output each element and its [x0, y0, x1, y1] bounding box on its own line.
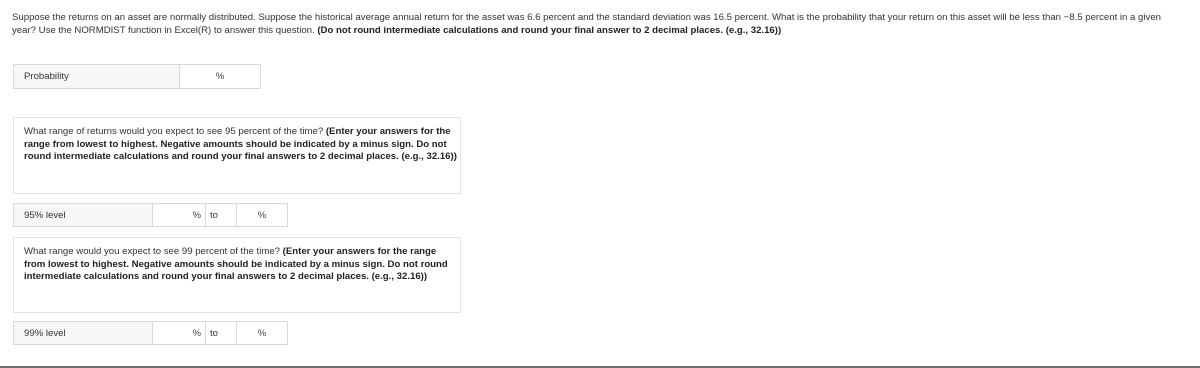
percent-unit: % [257, 209, 267, 221]
percent-unit: % [192, 209, 201, 221]
level-99-label: 99% level [14, 322, 153, 345]
q99-text: What range would you expect to see 99 percent of the time? [24, 246, 280, 257]
q95-text: What range of returns would you expect to see 95 percent of the time? [24, 126, 324, 137]
level-99-to-label: to [206, 322, 237, 345]
probability-label: Probability [14, 65, 180, 89]
probability-answer-row [13, 64, 261, 89]
level-99-high-input[interactable] [237, 322, 288, 345]
level-95-low-input[interactable] [153, 204, 206, 227]
question-95-percent [13, 117, 461, 194]
q99-instructions: (Enter your answers for the range from lowest to highest. Negative amounts should be indicated by a minus sign. Do not round intermediate calculations and round your final answers to 2 decimal places. (e.g., 32.16)) [24, 246, 448, 282]
q95-instructions: (Enter your answers for the range from lowest to highest. Negative amounts should be indicated by a minus sign. Do not round intermediate calculations and round your final answers to 2 decimal places. (e.g., 32.16)) [24, 126, 457, 162]
question-intro [12, 11, 1172, 37]
percent-unit: % [257, 327, 267, 339]
level-95-to-label: to [206, 204, 237, 227]
level-99-low-input[interactable] [153, 322, 206, 345]
question-99-percent [13, 237, 461, 313]
level-99-answer-row [13, 321, 288, 345]
probability-input[interactable] [180, 65, 261, 89]
intro-instructions: (Do not round intermediate calculations and round your final answer to 2 decimal places. (e.g., 32.16)) [317, 25, 782, 36]
intro-text: Suppose the returns on an asset are normally distributed. Suppose the historical average annual return for the asset was 6.6 percent and the standard deviation was 16.5 percent. What is the probability that your return on this asset will be less than −8.5 percent in a given year? Use the NORMDIST function in Excel(R) to answer this question. [12, 12, 1161, 36]
level-95-answer-row [13, 203, 288, 227]
level-95-label: 95% level [14, 204, 153, 227]
percent-unit: % [192, 327, 201, 339]
level-95-high-input[interactable] [237, 204, 288, 227]
percent-unit: % [215, 71, 225, 82]
